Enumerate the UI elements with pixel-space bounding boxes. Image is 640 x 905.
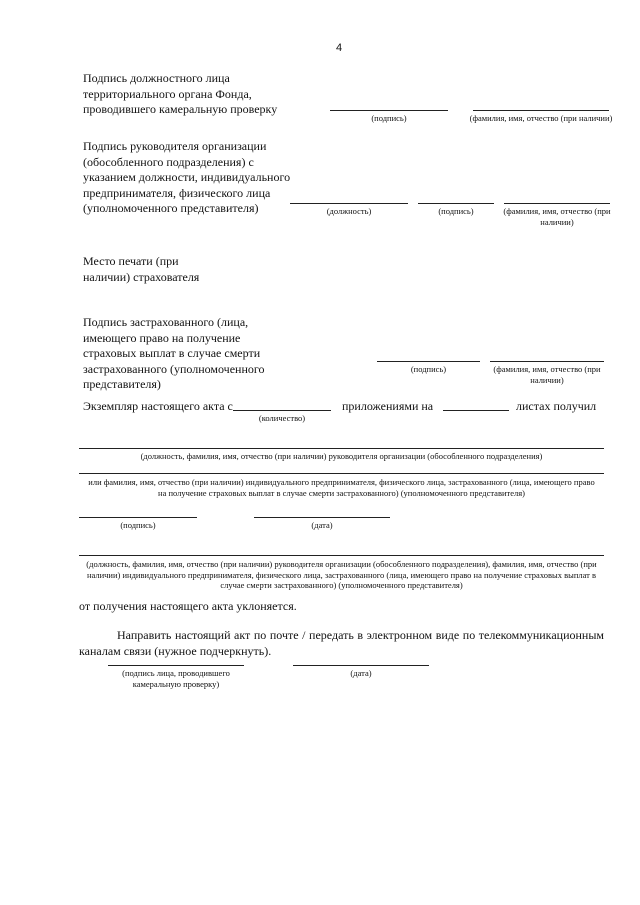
sheet-count-line[interactable]	[443, 410, 509, 411]
recipient-date-caption: (дата)	[311, 520, 333, 530]
insured-name-line[interactable]	[490, 361, 604, 362]
fund-official-signature-line[interactable]	[330, 110, 448, 111]
copy-received-text-end: листах получил	[516, 399, 597, 413]
copy-received-text-middle: приложениями на	[342, 399, 434, 413]
organization-head-position-line[interactable]	[290, 203, 408, 204]
delivery-signature-caption: (подпись лица, проводившего камеральную проверку)	[122, 668, 230, 689]
recipient-caption-2: или фамилия, имя, отчество (при наличии) индивидуального предпринимателя, физического лица, застрахованного (лица, имеющего право на получение страховых выплат в случае смерти застрахованного) (уполномоченного представителя)	[88, 477, 595, 498]
copy-received-text-start: Экземпляр настоящего акта с	[83, 399, 233, 413]
recipient-signature-caption: (подпись)	[120, 520, 156, 530]
organization-head-signature-line[interactable]	[418, 203, 494, 204]
recipient-date-line[interactable]	[254, 517, 390, 518]
organization-head-signature-label: Подпись руководителя организации (обособленного подразделения) с указанием должности, индивидуального предпринимателя, физического лица (уполномоченного представителя)	[83, 139, 291, 215]
seal-place-label: Место печати (при наличии) страхователя	[83, 254, 200, 284]
organization-head-position-caption: (должность)	[326, 206, 372, 216]
organization-head-name-line[interactable]	[504, 203, 610, 204]
organization-head-name-caption: (фамилия, имя, отчество (при наличии)	[503, 206, 611, 227]
appendix-quantity-line[interactable]	[233, 410, 331, 411]
page-number: 4	[336, 42, 343, 54]
insured-signature-caption: (подпись)	[410, 364, 447, 374]
insured-name-caption: (фамилия, имя, отчество (при наличии)	[493, 364, 601, 385]
delivery-text: Направить настоящий акт по почте / передать в электронном виде по телекоммуникационным каналам связи (нужное подчеркнуть).	[79, 628, 604, 658]
recipient-line-2[interactable]	[79, 473, 604, 474]
fund-official-name-line[interactable]	[473, 110, 609, 111]
recipient-line-1[interactable]	[79, 448, 604, 449]
insured-signature-line[interactable]	[377, 361, 480, 362]
evasion-line[interactable]	[79, 555, 604, 556]
delivery-signature-line[interactable]	[108, 665, 244, 666]
fund-official-signature-label: Подпись должностного лица территориального органа Фонда, проводившего камеральную проверку	[83, 71, 278, 116]
recipient-signature-line[interactable]	[79, 517, 197, 518]
insured-signature-label: Подпись застрахованного (лица, имеющего право на получение страховых выплат в случае смерти застрахованного (уполномоченного представителя)	[83, 315, 265, 391]
evasion-caption: (должность, фамилия, имя, отчество (при наличии) руководителя организации (обособленного подразделения), фамилия, имя, отчество (при наличии) индивидуального предпринимателя, физического лица, застрахованного (лица, имеющего право на получение страховых выплат в случае смерти застрахованного) (уполномоченного представителя)	[86, 559, 597, 590]
appendix-quantity-caption: (количество)	[258, 413, 306, 423]
recipient-caption-1: (должность, фамилия, имя, отчество (при наличии) руководителя организации (обособленного подразделения)	[140, 451, 543, 461]
fund-official-signature-caption: (подпись)	[371, 113, 407, 123]
evasion-text: от получения настоящего акта уклоняется.	[79, 599, 297, 613]
organization-head-signature-caption: (подпись)	[438, 206, 474, 216]
fund-official-name-caption: (фамилия, имя, отчество (при наличии)	[469, 113, 613, 123]
delivery-date-line[interactable]	[293, 665, 429, 666]
delivery-date-caption: (дата)	[350, 668, 372, 678]
